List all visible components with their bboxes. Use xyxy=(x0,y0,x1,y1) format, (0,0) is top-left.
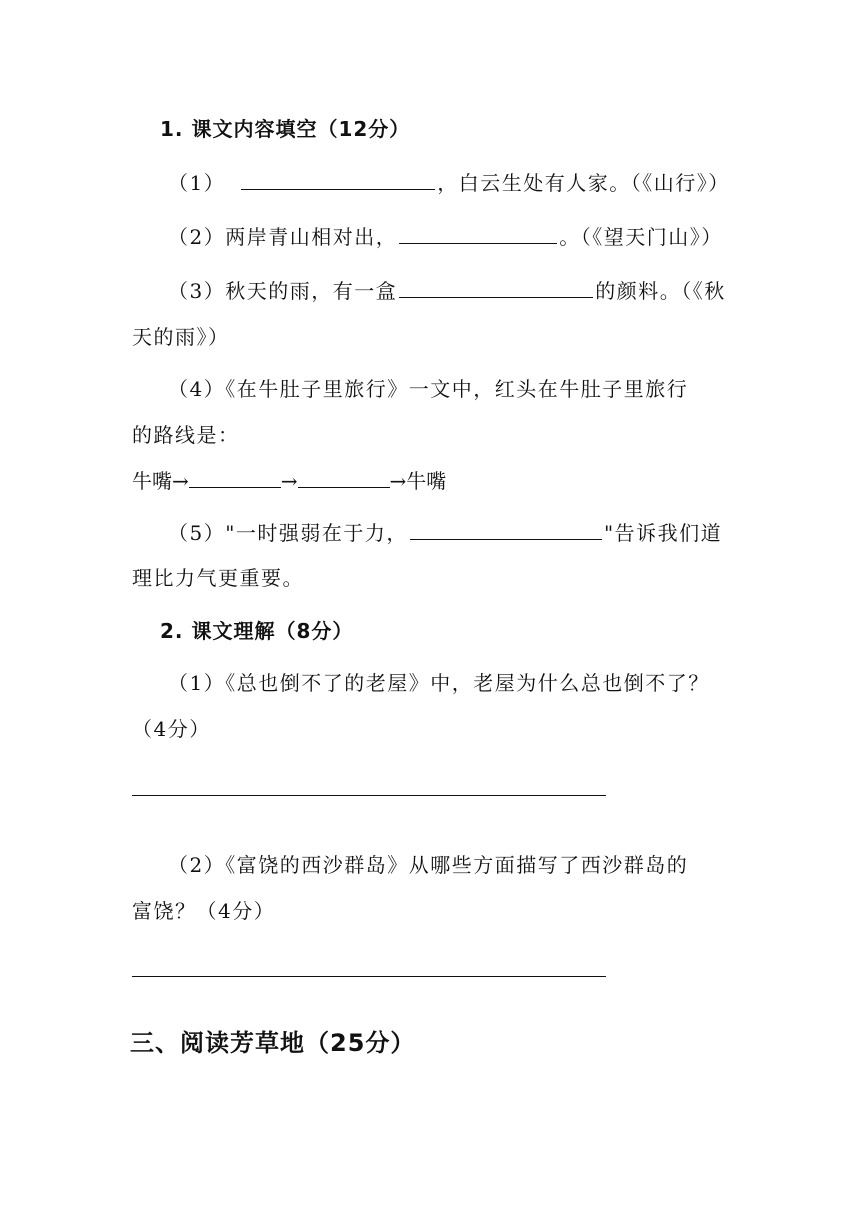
section3-title: 三、阅读芳草地（25分） xyxy=(130,1029,416,1057)
route-blank-1[interactable] xyxy=(189,467,281,488)
q1-item1-text: ，白云生处有人家。（《山行》） xyxy=(437,171,730,195)
q1-item5-text: （5）"一时强弱在于力， xyxy=(168,521,408,545)
q1-item2-text: （2）两岸青山相对出， xyxy=(168,225,398,249)
q1-item5-text-end: "告诉我们道 xyxy=(603,521,723,545)
q1-item3-continued: 天的雨》） xyxy=(132,325,230,349)
q2-title: 2. 课文理解（8分） xyxy=(160,619,354,643)
q2-item1-line2: （4分） xyxy=(132,717,211,741)
q1-item4-line2: 的路线是： xyxy=(132,423,240,447)
route-blank-2[interactable] xyxy=(298,467,390,488)
q1-item3-blank[interactable] xyxy=(399,277,593,298)
q2-item1-line1: （1）《总也倒不了的老屋》中，老屋为什么总也倒不了？ xyxy=(168,671,710,695)
q1-item3-text: （3）秋天的雨，有一盒 xyxy=(168,279,398,303)
q1-item1-blank[interactable] xyxy=(241,169,435,190)
q2-item1-answer-line[interactable] xyxy=(132,795,606,796)
q1-item3 xyxy=(168,277,726,304)
q2-item2-line2: 富饶？（4分） xyxy=(132,899,276,923)
q1-item5-continued: 理比力气更重要。 xyxy=(132,566,304,590)
q1-item1 xyxy=(168,169,730,196)
route-arrow: → xyxy=(280,469,298,493)
q1-item2 xyxy=(168,223,723,250)
q1-item5 xyxy=(168,519,722,546)
q1-item3-source: 的颜料。（《秋 xyxy=(595,279,726,303)
q1-item5-blank[interactable] xyxy=(410,519,602,540)
q1-item4-line1: （4）《在牛肚子里旅行》一文中，红头在牛肚子里旅行 xyxy=(168,377,689,401)
q1-item1-number: （1） xyxy=(168,171,226,195)
q1-item4-route xyxy=(132,467,446,494)
q2-item2-line1: （2）《富饶的西沙群岛》从哪些方面描写了西沙群岛的 xyxy=(168,853,689,877)
q1-item2-blank[interactable] xyxy=(399,223,557,244)
q2-item2-answer-line[interactable] xyxy=(132,976,606,977)
route-end: →牛嘴 xyxy=(389,469,447,493)
q1-title: 1. 课文内容填空（12分） xyxy=(160,117,411,141)
route-start: 牛嘴→ xyxy=(132,469,189,493)
q1-item2-source: 。（《望天门山》） xyxy=(559,225,723,249)
